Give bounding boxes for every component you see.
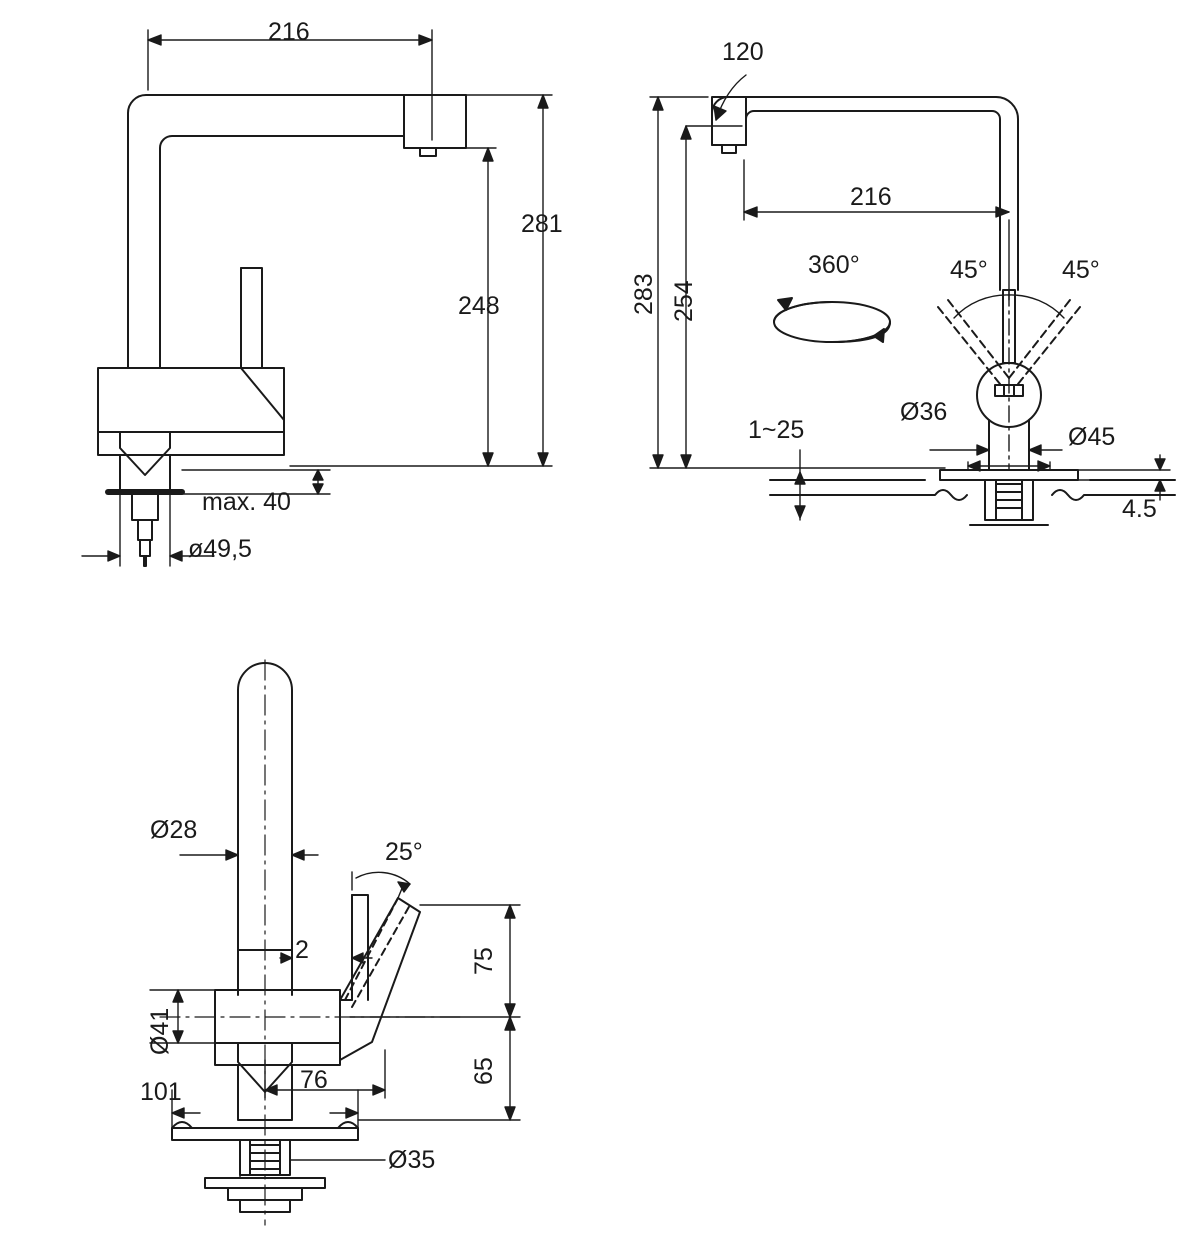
detail-view-geometry <box>160 660 460 1225</box>
dim-side-overall-height: 281 <box>521 210 563 238</box>
dim-side-max-deck: max. 40 <box>202 488 291 516</box>
dim-detail-lever-gap: 2 <box>295 936 309 964</box>
dim-detail-lever-height-lower: 65 <box>470 1057 498 1085</box>
dim-front-spout-height: 254 <box>670 280 698 322</box>
dim-side-hole-diameter: ø49,5 <box>188 535 252 563</box>
dim-front-outlet-width: 120 <box>722 38 764 66</box>
dim-front-base-diameter-36: Ø36 <box>900 398 948 426</box>
dim-detail-lever-angle: 25° <box>385 838 423 866</box>
dim-front-swivel-range: 360° <box>808 251 860 279</box>
dim-front-base-diameter-45: Ø45 <box>1068 423 1116 451</box>
dim-detail-thread-diameter: Ø35 <box>388 1146 436 1174</box>
dim-front-lever-angle-right: 45° <box>1062 256 1100 284</box>
dim-detail-body-diameter: Ø41 <box>146 1007 174 1055</box>
dim-side-spout-reach: 216 <box>268 18 310 46</box>
dim-detail-tube-diameter: Ø28 <box>150 816 198 844</box>
dim-front-deck-range: 1~25 <box>748 416 805 444</box>
detail-view-dimensions <box>146 830 520 1178</box>
dim-front-washer-thickness: 4.5 <box>1122 495 1157 523</box>
front-view-geometry <box>712 97 1175 525</box>
dim-front-lever-angle-left: 45° <box>950 256 988 284</box>
dim-detail-lever-offset: 76 <box>300 1066 328 1094</box>
dim-front-overall-height: 283 <box>630 273 658 315</box>
front-view-dimensions <box>650 75 1170 523</box>
dim-detail-base-width: 101 <box>140 1078 182 1106</box>
dim-front-spout-reach: 216 <box>850 183 892 211</box>
dim-detail-lever-height-upper: 75 <box>470 947 498 975</box>
dim-side-spout-height: 248 <box>458 292 500 320</box>
